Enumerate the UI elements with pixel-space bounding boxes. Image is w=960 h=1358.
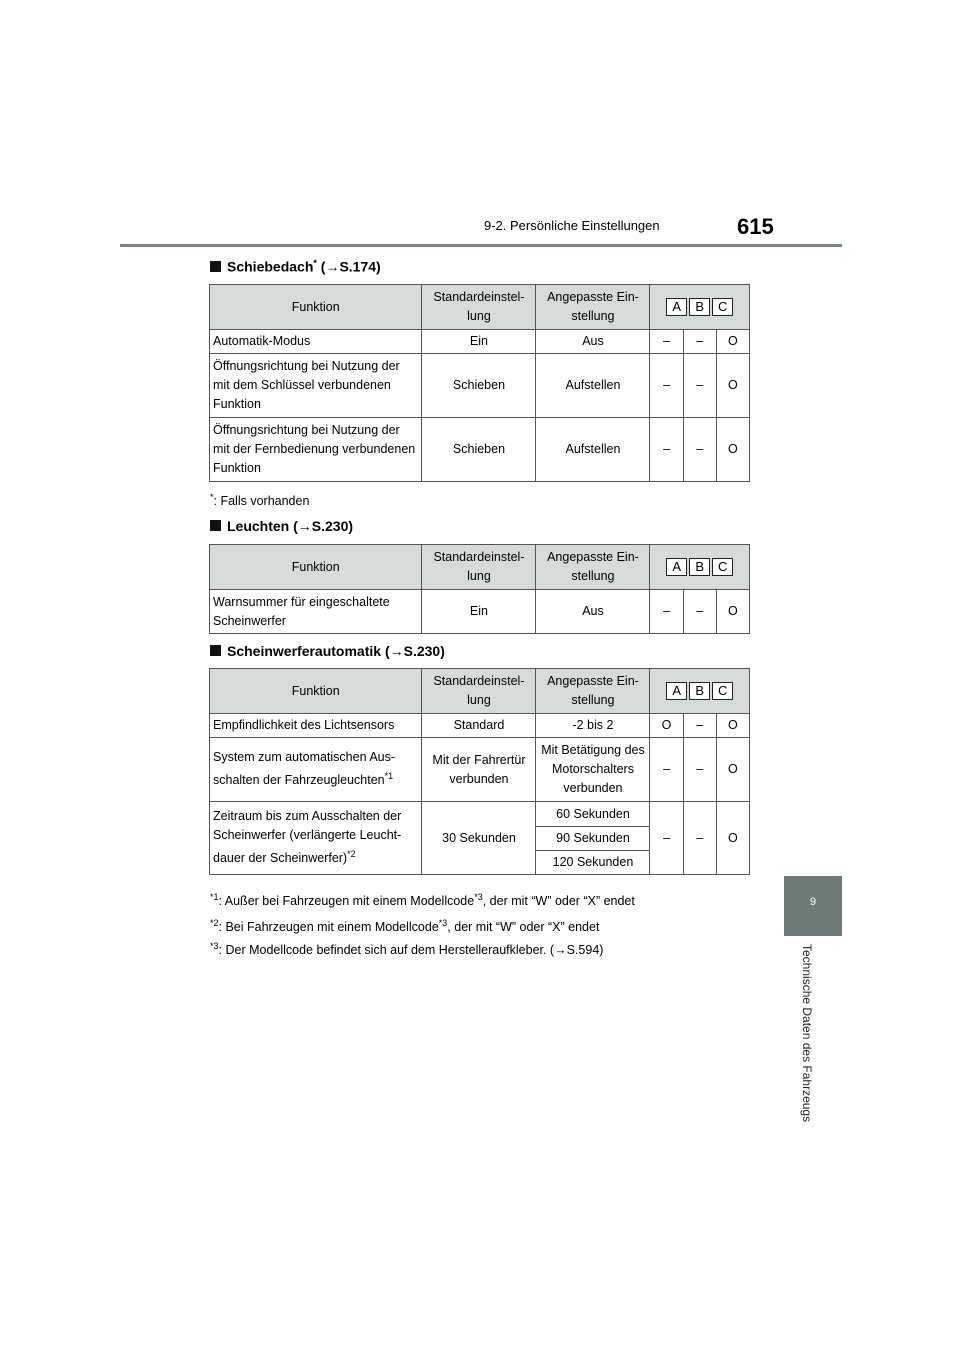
cell-b: –	[683, 714, 716, 738]
cell-a: –	[650, 418, 683, 482]
section-title-scheinwerferautomatik	[210, 643, 445, 659]
cell-b: –	[683, 802, 716, 875]
cell-c: O	[716, 802, 749, 875]
badge-c: C	[712, 558, 733, 576]
cell-standard: Schieben	[422, 354, 536, 418]
cell-b: –	[683, 590, 716, 634]
cell-a: –	[650, 330, 683, 354]
section-title-leuchten	[210, 518, 353, 534]
header-angepasst: Angepasste Ein- stellung	[536, 545, 650, 590]
table-leuchten	[209, 544, 750, 634]
title-superscript: *	[313, 258, 317, 268]
cell-angepasst-option: 60 Sekunden	[536, 802, 650, 827]
badge-c: C	[712, 682, 733, 700]
cell-standard: Standard	[422, 714, 536, 738]
cell-b: –	[683, 418, 716, 482]
footnote-optional: *: Falls vorhanden	[210, 492, 310, 509]
table-row	[210, 590, 750, 634]
badge-a: A	[666, 558, 687, 576]
header-abc	[650, 285, 750, 330]
cell-a: O	[650, 714, 683, 738]
cell-standard: 30 Sekunden	[422, 802, 536, 875]
cell-b: –	[683, 354, 716, 418]
cell-angepasst-option: 90 Sekunden	[536, 827, 650, 851]
cell-angepasst: -2 bis 2	[536, 714, 650, 738]
badge-a: A	[666, 298, 687, 316]
page-number: 615	[737, 214, 774, 239]
cell-angepasst: Aus	[536, 590, 650, 634]
page-reference-link[interactable]: (→S.174)	[320, 258, 381, 275]
cell-angepasst: Aufstellen	[536, 418, 650, 482]
cell-a: –	[650, 354, 683, 418]
cell-funktion: Automatik-Modus	[210, 330, 422, 354]
cell-b: –	[683, 330, 716, 354]
cell-a: –	[650, 738, 683, 802]
cell-funktion: System zum automatischen Aus- schalten der Fahrzeugleuchten$^{*1}$	[210, 738, 422, 802]
cell-b: –	[683, 738, 716, 802]
badge-b: B	[689, 298, 710, 316]
cell-funktion: Öffnungsrichtung bei Nutzung der mit dem Schlüssel verbundenen Funktion	[210, 354, 422, 418]
table-schiebedach	[209, 284, 750, 482]
cell-angepasst: Mit Betätigung des Motorschalters verbunden	[536, 738, 650, 802]
header-funktion: Funktion	[210, 285, 422, 330]
cell-funktion: Öffnungsrichtung bei Nutzung der mit der Fernbedienung verbundenen Funktion	[210, 418, 422, 482]
header-angepasst: Angepasste Ein- stellung	[536, 669, 650, 714]
cell-a: –	[650, 802, 683, 875]
chapter-label-text: Technische Daten des Fahrzeugs	[800, 944, 814, 1123]
badge-b: B	[689, 558, 710, 576]
header-abc	[650, 545, 750, 590]
header-angepasst: Angepasste Ein- stellung	[536, 285, 650, 330]
cell-a: –	[650, 590, 683, 634]
cell-c: O	[716, 354, 749, 418]
cell-c: O	[716, 590, 749, 634]
section-title-text: Schiebedach	[227, 258, 314, 275]
cell-c: O	[716, 330, 749, 354]
chapter-label	[788, 944, 828, 1123]
table-scheinwerferautomatik	[209, 668, 750, 875]
bullet-square-icon	[210, 261, 221, 272]
section-header: 9-2. Persönliche Einstellungen	[484, 218, 660, 233]
header-abc	[650, 669, 750, 714]
cell-c: O	[716, 418, 749, 482]
bullet-square-icon	[210, 645, 221, 656]
bullet-square-icon	[210, 520, 221, 531]
cell-funktion: Zeitraum bis zum Ausschalten der Scheinwerfer (verlängerte Leucht- dauer der Scheinwerfer)$^{*2}$	[210, 802, 422, 875]
header-standard: Standardeinstel- lung	[422, 545, 536, 590]
section-title-text: Leuchten	[227, 518, 290, 534]
footnote-2: $^{*2}$: Bei Fahrzeugen mit einem Modellcode$^{*3}$, der mit “W” oder “X” endet	[210, 918, 600, 935]
badge-a: A	[666, 682, 687, 700]
table-header-row	[210, 669, 750, 714]
cell-funktion: Warnsummer für eingeschaltete Scheinwerfer	[210, 590, 422, 634]
table-row	[210, 738, 750, 802]
table-header-row	[210, 545, 750, 590]
page-reference-link[interactable]: (→S.230)	[293, 518, 354, 534]
header-divider	[120, 244, 842, 247]
table-header-row	[210, 285, 750, 330]
badge-b: B	[689, 682, 710, 700]
cell-c: O	[716, 714, 749, 738]
table-row	[210, 802, 750, 827]
section-title-text: Scheinwerferautomatik	[227, 643, 382, 659]
cell-c: O	[716, 738, 749, 802]
badge-c: C	[712, 298, 733, 316]
table-row	[210, 418, 750, 482]
cell-standard: Ein	[422, 590, 536, 634]
footnote-3: $^{*3}$: Der Modellcode befindet sich auf dem Herstelleraufkleber. (→S.594)	[210, 941, 604, 958]
header-standard: Standardeinstel- lung	[422, 285, 536, 330]
header-standard: Standardeinstel- lung	[422, 669, 536, 714]
cell-standard: Ein	[422, 330, 536, 354]
cell-standard: Schieben	[422, 418, 536, 482]
cell-angepasst-option: 120 Sekunden	[536, 851, 650, 875]
cell-angepasst: Aus	[536, 330, 650, 354]
chapter-number: 9	[809, 896, 817, 908]
table-row	[210, 714, 750, 738]
header-funktion: Funktion	[210, 669, 422, 714]
footnote-1: $^{*1}$: Außer bei Fahrzeugen mit einem Modellcode$^{*3}$, der mit “W” oder “X” endet	[210, 892, 635, 909]
cell-angepasst: Aufstellen	[536, 354, 650, 418]
header-funktion: Funktion	[210, 545, 422, 590]
cell-standard: Mit der Fahrertür verbunden	[422, 738, 536, 802]
page-reference-link[interactable]: (→S.230)	[384, 643, 445, 659]
table-row	[210, 330, 750, 354]
section-title-schiebedach	[210, 258, 381, 275]
table-row	[210, 354, 750, 418]
cell-funktion: Empfindlichkeit des Lichtsensors	[210, 714, 422, 738]
